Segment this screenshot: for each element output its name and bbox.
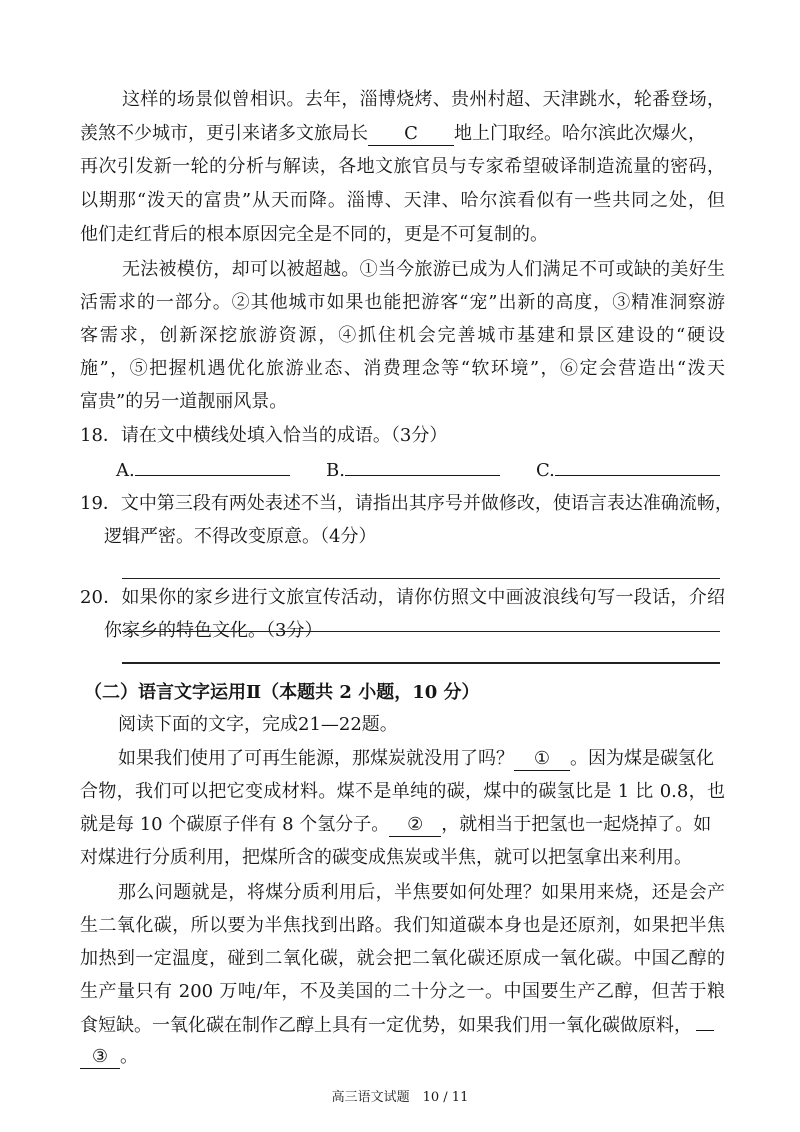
passage4-line-6 bbox=[80, 1044, 725, 1070]
passage4-line-5 bbox=[80, 1012, 725, 1039]
passage3-line-2: 合物，我们可以把它变成材料。煤不是单纯的碳，煤中的碳氢比是 1 比 0.8，也 bbox=[80, 781, 725, 802]
option-b bbox=[326, 457, 500, 484]
option-a-blank[interactable] bbox=[135, 457, 290, 476]
passage4-line-6-after: 。 bbox=[120, 1046, 138, 1067]
passage2-line-1: 无法被模仿，却可以被超越。①当今旅游已成为人们满足不可或缺的美好生 bbox=[122, 259, 725, 280]
passage1-line-5: 他们走红背后的根本原因完全是不同的，更是不可复制的。 bbox=[80, 224, 548, 245]
answer-blank-2: ② bbox=[389, 814, 441, 837]
answer-blank-1: ① bbox=[514, 748, 570, 771]
answer-blank-c: C bbox=[368, 123, 454, 146]
option-c-label: C. bbox=[536, 460, 555, 481]
option-c-blank[interactable] bbox=[555, 457, 720, 476]
page-footer: 高三语文试题 10 / 11 bbox=[331, 1090, 469, 1105]
passage3-line-1-before: 如果我们使用了可再生能源，那煤炭就没用了吗？ bbox=[118, 748, 514, 769]
option-c bbox=[536, 457, 720, 484]
passage1-line-3: 再次引发新一轮的分析与解读，各地文旅官员与专家希望破译制造流量的密码， bbox=[80, 156, 725, 177]
answer-blank-3: ③ bbox=[80, 1046, 120, 1069]
passage4-line-5-text: 食短缺。一氧化碳在制作乙醇上具有一定优势，如果我们用一氧化碳做原料， bbox=[80, 1015, 692, 1036]
passage3-line-4: 对煤进行分质利用，把煤所含的碳变成焦炭或半焦，就可以把氢拿出来利用。 bbox=[80, 847, 692, 868]
question-19-line-1: 19．文中第三段有两处表述不当，请指出其序号并做修改，使语言表达准确流畅， bbox=[80, 493, 733, 514]
question-18: 18．请在文中横线处填入恰当的成语。（3分） bbox=[80, 425, 448, 446]
option-b-label: B. bbox=[326, 460, 345, 481]
answer-line-19[interactable] bbox=[122, 578, 720, 579]
passage3-line-1-after: 。因为煤是碳氢化 bbox=[570, 748, 714, 769]
passage3-line-3-before: 就是每 10 个碳原子伴有 8 个氢分子。 bbox=[80, 814, 390, 835]
question-20-line-1: 20．如果你的家乡进行文旅宣传活动，请你仿照文中画波浪线句写一段话，介绍 bbox=[80, 587, 725, 608]
answer-line-20a[interactable] bbox=[122, 631, 720, 632]
section-2-heading: （二）语言文字运用Ⅱ（本题共 2 小题，10 分） bbox=[84, 682, 480, 703]
section-2-intro: 阅读下面的文字，完成21—22题。 bbox=[118, 714, 398, 735]
passage2-line-4: 施”，⑤把握机遇优化旅游业态、消费理念等“软环境”，⑥定会营造出“泼天 bbox=[80, 358, 725, 379]
answer-blank-3-start bbox=[696, 1012, 714, 1031]
passage1-line-1: 这样的场景似曾相识。去年，淄博烧烤、贵州村超、天津跳水，轮番登场， bbox=[122, 89, 725, 110]
passage4-line-2: 生二氧化碳，所以要为半焦找到出路。我们知道碳本身也是还原剂，如果把半焦 bbox=[80, 915, 725, 936]
passage1-line-4: 以期那“泼天的富贵”从天而降。淄博、天津、哈尔滨看似有一些共同之处，但 bbox=[80, 190, 725, 211]
passage1-line-2 bbox=[80, 121, 725, 147]
question-19-line-2: 逻辑严密。不得改变原意。（4分） bbox=[104, 526, 377, 547]
passage2-line-3: 客需求，创新深挖旅游资源，④抓住机会完善城市基建和景区建设的“硬设 bbox=[80, 325, 725, 346]
passage2-line-5: 富贵”的另一道靓丽风景。 bbox=[80, 391, 288, 412]
option-a-label: A. bbox=[116, 460, 135, 481]
passage1-line-2-before: 羡煞不少城市，更引来诸多文旅局长 bbox=[80, 123, 368, 144]
passage3-line-3 bbox=[80, 812, 725, 838]
passage1-line-2-after: 地上门取经。哈尔滨此次爆火， bbox=[454, 123, 706, 144]
passage2-line-2: 活需求的一部分。②其他城市如果也能把游客“宠”出新的高度，③精准洞察游 bbox=[80, 292, 725, 313]
passage4-line-4: 生产量只有 200 万吨/年，不及美国的二十分之一。中国要生产乙醇，但苦于粮 bbox=[80, 981, 725, 1002]
passage3-line-1 bbox=[118, 746, 725, 772]
question-20-line-2: 你家乡的特色文化。（3分） bbox=[104, 620, 323, 641]
passage4-line-1: 那么问题就是，将煤分质利用后，半焦要如何处理？如果用来烧，还是会产 bbox=[118, 882, 725, 903]
answer-line-20b[interactable] bbox=[122, 662, 720, 664]
passage4-line-3: 加热到一定温度，碰到二氧化碳，就会把二氧化碳还原成一氧化碳。中国乙醇的 bbox=[80, 948, 725, 969]
passage3-line-3-after: ，就相当于把氢也一起烧掉了。如 bbox=[441, 814, 712, 835]
option-b-blank[interactable] bbox=[345, 457, 500, 476]
option-a bbox=[116, 457, 290, 484]
